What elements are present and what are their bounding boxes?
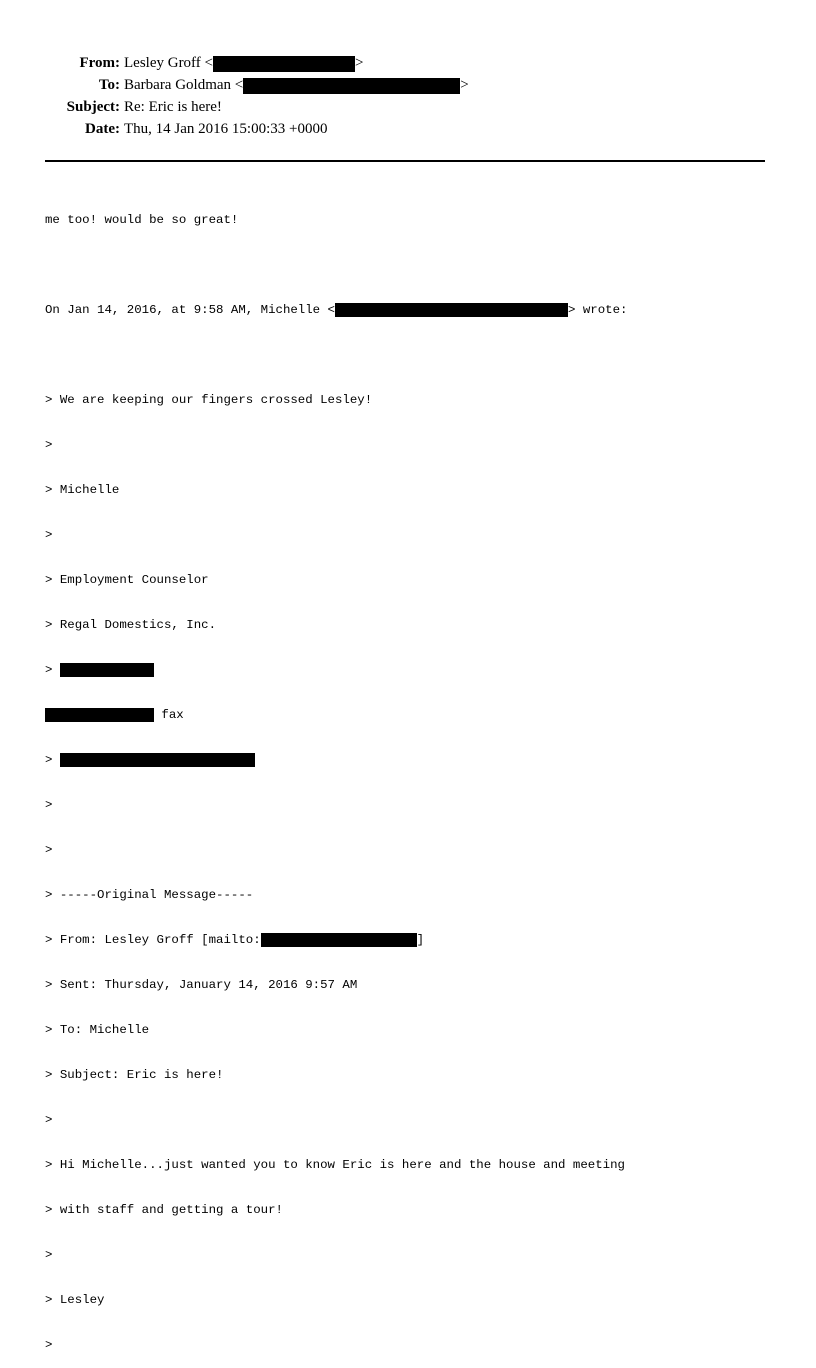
quoted-line: > Lesley (45, 1293, 105, 1307)
quoted-line (45, 663, 775, 678)
quoted-line (45, 708, 775, 723)
from-value (124, 52, 363, 74)
attribution-text: On Jan 14, 2016, at 9:58 AM, Michelle < (45, 303, 335, 317)
quoted-line: > (45, 798, 53, 812)
subject-value: Re: Eric is here! (124, 99, 222, 115)
message-body (45, 183, 775, 1368)
quoted-line: > (45, 1113, 53, 1127)
attribution-line (45, 303, 775, 318)
to-label: To: (98, 77, 120, 93)
redaction-block (261, 933, 417, 947)
redaction-block (243, 78, 460, 94)
fax-label: fax (154, 708, 184, 722)
email-header (0, 52, 816, 140)
quoted-line (45, 753, 775, 768)
to-name: Barbara Goldman < (124, 77, 244, 93)
quoted-from-close: ] (416, 933, 425, 947)
quoted-line: > (45, 438, 53, 452)
quoted-line: > Subject: Eric is here! (45, 1068, 224, 1082)
redaction-block (60, 753, 255, 767)
to-row (0, 74, 816, 96)
from-row (0, 52, 816, 74)
to-close: > (460, 77, 469, 93)
quoted-line: > (45, 843, 53, 857)
header-divider (45, 160, 765, 162)
from-close: > (355, 55, 364, 71)
quoted-line: > Hi Michelle...just wanted you to know Eric is here and the house and meeting (45, 1158, 625, 1172)
body-line: me too! would be so great! (45, 213, 239, 227)
quoted-line: > with staff and getting a tour! (45, 1203, 283, 1217)
redaction-block (45, 708, 154, 722)
date-value: Thu, 14 Jan 2016 15:00:33 +0000 (124, 121, 328, 137)
subject-row (0, 96, 816, 118)
redaction-block (335, 303, 568, 317)
quoted-line: > -----Original Message----- (45, 888, 254, 902)
quote-marker: > (45, 753, 60, 767)
date-label: Date: (85, 121, 120, 137)
quoted-line (45, 933, 775, 948)
quote-marker: > (45, 663, 60, 677)
quoted-line: > (45, 1338, 53, 1352)
quoted-line: > Employment Counselor (45, 573, 209, 587)
quoted-line: > (45, 528, 53, 542)
quoted-from-text: > From: Lesley Groff [mailto: (45, 933, 261, 947)
subject-label: Subject: (66, 99, 120, 115)
quoted-line: > Sent: Thursday, January 14, 2016 9:57 AM (45, 978, 358, 992)
from-label: From: (79, 55, 120, 71)
from-name: Lesley Groff < (124, 55, 213, 71)
redaction-block (60, 663, 154, 677)
quoted-line: > Michelle (45, 483, 120, 497)
date-row (0, 118, 816, 140)
quoted-line: > We are keeping our fingers crossed Lesley! (45, 393, 373, 407)
quoted-line: > (45, 1248, 53, 1262)
quoted-line: > Regal Domestics, Inc. (45, 618, 217, 632)
redaction-block (213, 56, 355, 72)
to-value (124, 74, 469, 96)
attribution-tail: > wrote: (568, 303, 628, 317)
quoted-line: > To: Michelle (45, 1023, 150, 1037)
